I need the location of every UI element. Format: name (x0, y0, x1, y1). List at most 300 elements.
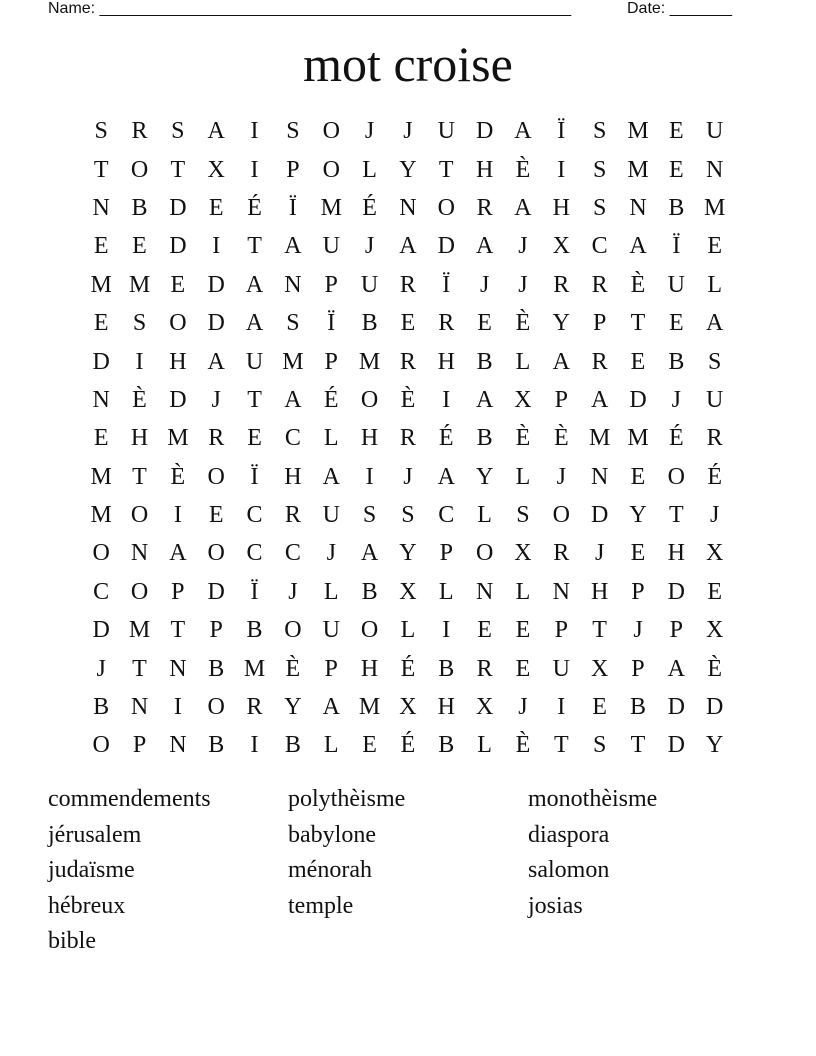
grid-letter[interactable]: A (360, 540, 379, 567)
grid-letter[interactable]: A (284, 386, 302, 413)
grid-letter[interactable]: S (516, 502, 530, 529)
grid-letter[interactable]: J (518, 271, 528, 298)
grid-letter[interactable]: Y (552, 310, 570, 337)
grid-letter[interactable]: H (130, 425, 149, 452)
grid-letter[interactable]: E (208, 502, 224, 529)
grid-letter[interactable]: H (437, 348, 455, 375)
grid-letter[interactable]: A (514, 194, 532, 221)
grid-letter[interactable]: È (515, 156, 531, 183)
word-list-item: temple (288, 892, 354, 919)
grid-letter[interactable]: D (169, 233, 187, 260)
grid-letter[interactable]: Y (706, 732, 724, 759)
grid-letter[interactable]: P (554, 617, 568, 644)
grid-letter[interactable]: J (594, 540, 605, 567)
grid-letter[interactable]: H (284, 463, 302, 490)
grid-letter[interactable]: N (552, 578, 570, 605)
grid-letter[interactable]: O (667, 463, 685, 490)
grid-letter[interactable]: C (591, 233, 608, 260)
grid-letter[interactable]: I (442, 386, 451, 413)
grid-letter[interactable]: T (592, 617, 607, 644)
grid-letter[interactable]: R (284, 502, 301, 529)
grid-letter[interactable]: O (130, 578, 149, 605)
grid-letter[interactable]: J (96, 655, 106, 682)
grid-letter[interactable]: J (403, 118, 413, 145)
grid-letter[interactable]: O (207, 540, 225, 567)
grid-letter[interactable]: Ï (327, 310, 336, 337)
grid-letter[interactable]: M (243, 655, 266, 682)
grid-letter[interactable]: T (553, 732, 569, 759)
grid-letter[interactable]: T (630, 732, 646, 759)
grid-letter[interactable]: R (438, 310, 455, 337)
grid-letter[interactable]: È (515, 425, 531, 452)
grid-letter[interactable]: O (92, 540, 110, 567)
name-field-label[interactable]: Name: _____________________________________________________ (48, 0, 572, 17)
grid-letter[interactable]: R (706, 425, 723, 452)
grid-letter[interactable]: I (173, 694, 182, 721)
grid-letter[interactable]: O (92, 732, 110, 759)
word-list-item: jérusalem (48, 821, 142, 848)
grid-row (82, 573, 734, 611)
grid-letter[interactable]: P (171, 578, 185, 605)
grid-letter[interactable]: N (130, 694, 149, 721)
grid-letter[interactable]: M (282, 348, 304, 375)
grid-letter[interactable]: T (93, 156, 109, 183)
grid-letter[interactable]: R (399, 271, 416, 298)
grid-letter[interactable]: S (592, 194, 607, 221)
grid-letter[interactable]: J (403, 463, 413, 490)
grid-letter[interactable]: S (94, 118, 108, 145)
grid-letter[interactable]: J (633, 617, 643, 644)
grid-letter[interactable]: H (360, 655, 379, 682)
grid-letter[interactable]: N (629, 194, 647, 221)
grid-letter[interactable]: C (284, 540, 301, 567)
grid-letter[interactable]: L (323, 425, 339, 452)
grid-letter[interactable]: L (400, 617, 416, 644)
grid-letter[interactable]: A (706, 310, 724, 337)
grid-letter[interactable]: D (169, 194, 187, 221)
grid-letter[interactable]: E (93, 310, 109, 337)
grid-letter[interactable]: A (475, 233, 494, 260)
grid-letter[interactable]: E (93, 425, 109, 452)
grid-letter[interactable]: É (668, 425, 684, 452)
grid-letter[interactable]: I (557, 156, 566, 183)
grid-letter[interactable]: R (476, 194, 493, 221)
grid-letter[interactable]: N (130, 540, 149, 567)
grid-letter[interactable]: O (360, 386, 379, 413)
grid-letter[interactable]: A (629, 233, 647, 260)
grid-letter[interactable]: I (173, 502, 182, 529)
grid-letter[interactable]: A (245, 271, 264, 298)
grid-letter[interactable]: O (284, 617, 302, 644)
grid-letter[interactable]: U (437, 118, 455, 145)
grid-letter[interactable]: B (246, 617, 263, 644)
grid-letter[interactable]: O (322, 156, 340, 183)
grid-letter[interactable]: É (247, 194, 262, 221)
grid-letter[interactable]: B (438, 655, 455, 682)
date-field-label[interactable]: Date: _______ (627, 0, 732, 17)
grid-letter[interactable]: J (671, 386, 681, 413)
grid-letter[interactable]: C (246, 540, 263, 567)
grid-letter[interactable]: T (170, 617, 186, 644)
grid-letter[interactable]: B (208, 655, 225, 682)
grid-letter[interactable]: È (707, 655, 722, 682)
grid-letter[interactable]: Y (475, 463, 494, 490)
grid-letter[interactable]: N (169, 732, 187, 759)
grid-letter[interactable]: L (515, 348, 531, 375)
grid-letter[interactable]: Ï (250, 463, 259, 490)
grid-letter[interactable]: È (630, 271, 646, 298)
grid-letter[interactable]: B (668, 194, 685, 221)
grid-letter[interactable]: T (438, 156, 454, 183)
grid-letter[interactable]: P (286, 156, 300, 183)
grid-letter[interactable]: C (246, 502, 263, 529)
grid-letter[interactable]: I (250, 732, 259, 759)
grid-letter[interactable]: E (515, 617, 531, 644)
word-list (48, 782, 768, 960)
grid-letter[interactable]: M (167, 425, 189, 452)
grid-letter[interactable]: M (320, 194, 342, 221)
grid-letter[interactable]: M (627, 156, 649, 183)
grid-letter[interactable]: I (250, 118, 259, 145)
grid-letter[interactable]: S (132, 310, 147, 337)
grid-letter[interactable]: A (399, 233, 417, 260)
grid-letter[interactable]: I (442, 617, 451, 644)
grid-letter[interactable]: P (631, 578, 645, 605)
grid-letter[interactable]: T (170, 156, 186, 183)
grid-letter[interactable]: B (93, 694, 110, 721)
grid-letter[interactable]: U (322, 617, 340, 644)
grid-letter[interactable]: D (590, 502, 609, 529)
grid-letter[interactable]: M (90, 502, 112, 529)
grid-letter[interactable]: P (132, 732, 147, 759)
grid-letter[interactable]: S (401, 502, 415, 529)
grid-letter[interactable]: N (590, 463, 609, 490)
grid-letter[interactable]: P (324, 655, 338, 682)
grid-letter[interactable]: M (128, 271, 151, 298)
grid-letter[interactable]: E (668, 310, 684, 337)
grid-letter[interactable]: X (552, 233, 570, 260)
grid-letter[interactable]: D (629, 386, 647, 413)
grid-letter[interactable]: A (514, 118, 532, 145)
grid-letter[interactable]: A (169, 540, 187, 567)
grid-letter[interactable]: S (592, 156, 607, 183)
grid-letter[interactable]: B (208, 732, 225, 759)
grid-letter[interactable]: E (668, 118, 684, 145)
grid-letter[interactable]: È (170, 463, 186, 490)
grid-letter[interactable]: É (323, 386, 339, 413)
grid-letter[interactable]: A (667, 655, 685, 682)
grid-letter[interactable]: N (475, 578, 494, 605)
grid-letter[interactable]: A (284, 233, 302, 260)
grid-letter[interactable]: É (438, 425, 454, 452)
grid-letter[interactable]: Ï (250, 578, 259, 605)
grid-letter[interactable]: J (288, 578, 298, 605)
grid-letter[interactable]: J (556, 463, 566, 490)
grid-letter[interactable]: R (476, 655, 493, 682)
grid-letter[interactable]: A (475, 386, 494, 413)
grid-letter[interactable]: N (399, 194, 417, 221)
grid-letter[interactable]: T (630, 310, 646, 337)
grid-letter[interactable]: R (131, 118, 148, 145)
grid-letter[interactable]: B (476, 425, 493, 452)
grid-letter[interactable]: X (399, 694, 417, 721)
grid-letter[interactable]: R (553, 540, 570, 567)
grid-letter[interactable]: D (92, 348, 110, 375)
grid-row (82, 150, 734, 188)
grid-letter[interactable]: E (515, 655, 531, 682)
grid-letter[interactable]: R (553, 271, 570, 298)
grid-letter[interactable]: È (515, 310, 531, 337)
grid-letter[interactable]: H (552, 194, 570, 221)
grid-letter[interactable]: X (475, 694, 494, 721)
grid-letter[interactable]: E (132, 233, 147, 260)
grid-letter[interactable]: I (365, 463, 374, 490)
grid-letter[interactable]: C (284, 425, 301, 452)
grid-letter[interactable]: O (552, 502, 570, 529)
grid-letter[interactable]: L (323, 732, 339, 759)
grid-letter[interactable]: N (284, 271, 302, 298)
grid-letter[interactable]: I (212, 233, 221, 260)
grid-letter[interactable]: H (667, 540, 685, 567)
grid-letter[interactable]: E (362, 732, 377, 759)
grid-letter[interactable]: È (553, 425, 569, 452)
grid-letter[interactable]: È (285, 655, 301, 682)
grid-letter[interactable]: E (93, 233, 109, 260)
grid-letter[interactable]: B (361, 578, 378, 605)
grid-letter[interactable]: D (207, 310, 225, 337)
grid-letter[interactable]: D (667, 732, 685, 759)
grid-letter[interactable]: R (399, 425, 416, 452)
grid-letter[interactable]: E (668, 156, 684, 183)
grid-letter[interactable]: L (362, 156, 377, 183)
grid-letter[interactable]: N (92, 194, 110, 221)
grid-letter[interactable]: S (286, 118, 300, 145)
grid-letter[interactable]: B (131, 194, 148, 221)
grid-letter[interactable]: M (90, 463, 112, 490)
grid-letter[interactable]: X (706, 540, 724, 567)
grid-letter[interactable]: Ï (672, 233, 681, 260)
grid-letter[interactable]: Y (284, 694, 302, 721)
word-list-item: hébreux (48, 892, 126, 919)
grid-letter[interactable]: T (132, 463, 147, 490)
grid-letter[interactable]: S (362, 502, 377, 529)
grid-letter[interactable]: O (437, 194, 455, 221)
grid-letter[interactable]: L (477, 732, 492, 759)
grid-letter[interactable]: D (667, 578, 685, 605)
grid-letter[interactable]: R (399, 348, 416, 375)
grid-letter[interactable]: U (360, 271, 379, 298)
grid-letter[interactable]: J (518, 694, 528, 721)
grid-letter[interactable]: I (250, 156, 259, 183)
grid-letter[interactable]: E (477, 310, 492, 337)
grid-letter[interactable]: È (400, 386, 416, 413)
grid-letter[interactable]: R (208, 425, 225, 452)
grid-letter[interactable]: M (358, 694, 381, 721)
grid-letter[interactable]: T (132, 655, 147, 682)
grid-letter[interactable]: B (629, 694, 646, 721)
grid-letter[interactable]: C (438, 502, 455, 529)
grid-letter[interactable]: U (552, 655, 570, 682)
grid-letter[interactable]: M (128, 617, 151, 644)
grid-letter[interactable]: D (437, 233, 455, 260)
grid-letter[interactable]: B (476, 348, 493, 375)
grid-letter[interactable]: N (706, 156, 724, 183)
grid-letter[interactable]: R (591, 348, 608, 375)
grid-letter[interactable]: J (479, 271, 490, 298)
grid-letter[interactable]: E (630, 463, 646, 490)
grid-letter[interactable]: M (627, 425, 649, 452)
grid-letter[interactable]: U (322, 502, 340, 529)
grid-letter[interactable]: H (437, 694, 455, 721)
grid-letter[interactable]: É (707, 463, 722, 490)
grid-letter[interactable]: T (247, 386, 262, 413)
grid-letter[interactable]: D (207, 578, 225, 605)
grid-letter[interactable]: O (475, 540, 494, 567)
grid-letter[interactable]: Ï (288, 194, 297, 221)
grid-letter[interactable]: O (207, 694, 225, 721)
grid-letter[interactable]: B (438, 732, 455, 759)
grid-letter[interactable]: D (667, 694, 685, 721)
grid-letter[interactable]: M (588, 425, 611, 452)
grid-letter[interactable]: C (93, 578, 110, 605)
grid-letter[interactable]: J (364, 233, 375, 260)
grid-letter[interactable]: È (515, 732, 531, 759)
grid-letter[interactable]: J (710, 502, 720, 529)
grid-letter[interactable]: X (514, 386, 532, 413)
grid-letter[interactable]: H (590, 578, 609, 605)
grid-letter[interactable]: H (475, 156, 494, 183)
grid-letter[interactable]: E (630, 348, 646, 375)
grid-letter[interactable]: S (592, 732, 607, 759)
grid-letter[interactable]: P (209, 617, 223, 644)
grid-letter[interactable]: O (322, 118, 340, 145)
grid-letter[interactable]: E (707, 233, 722, 260)
grid-letter[interactable]: S (286, 310, 300, 337)
grid-letter[interactable]: D (169, 386, 187, 413)
grid-letter[interactable]: O (130, 502, 149, 529)
grid-letter[interactable]: Y (399, 156, 417, 183)
grid-letter[interactable]: E (400, 310, 416, 337)
grid-letter[interactable]: P (439, 540, 453, 567)
grid-letter[interactable]: N (169, 655, 187, 682)
grid-letter[interactable]: P (554, 386, 568, 413)
grid-letter[interactable]: O (169, 310, 187, 337)
grid-letter[interactable]: T (668, 502, 684, 529)
grid-letter[interactable]: B (284, 732, 301, 759)
grid-letter[interactable]: E (247, 425, 262, 452)
grid-letter[interactable]: S (707, 348, 722, 375)
grid-letter[interactable]: X (207, 156, 225, 183)
grid-letter[interactable]: B (361, 310, 378, 337)
grid-letter[interactable]: M (90, 271, 112, 298)
grid-letter[interactable]: A (245, 310, 264, 337)
grid-letter[interactable]: J (211, 386, 221, 413)
grid-letter[interactable]: M (704, 194, 726, 221)
grid-letter[interactable]: O (360, 617, 379, 644)
grid-letter[interactable]: L (438, 578, 454, 605)
grid-letter[interactable]: S (171, 118, 185, 145)
grid-letter[interactable]: M (358, 348, 381, 375)
grid-letter[interactable]: Ï (557, 118, 566, 145)
grid-letter[interactable]: U (245, 348, 264, 375)
grid-letter[interactable]: U (706, 118, 724, 145)
grid-letter[interactable]: U (322, 233, 340, 260)
grid-letter[interactable]: E (630, 540, 646, 567)
grid-letter[interactable]: L (477, 502, 492, 529)
grid-letter[interactable]: D (207, 271, 225, 298)
grid-letter[interactable]: O (207, 463, 225, 490)
grid-letter[interactable]: N (92, 386, 110, 413)
grid-letter[interactable]: I (557, 694, 566, 721)
grid-letter[interactable]: O (130, 156, 149, 183)
grid-letter[interactable]: X (590, 655, 609, 682)
grid-letter[interactable]: T (247, 233, 262, 260)
grid-letter[interactable]: A (552, 348, 570, 375)
grid-letter[interactable]: É (400, 655, 416, 682)
grid-letter[interactable]: L (707, 271, 722, 298)
grid-letter[interactable]: P (324, 271, 338, 298)
grid-letter[interactable]: J (326, 540, 336, 567)
grid-letter[interactable]: É (362, 194, 377, 221)
grid-letter[interactable]: D (706, 694, 724, 721)
grid-letter[interactable]: U (667, 271, 685, 298)
grid-letter[interactable]: È (132, 386, 147, 413)
grid-letter[interactable]: P (631, 655, 645, 682)
grid-letter[interactable]: L (515, 578, 531, 605)
grid-letter[interactable]: Y (399, 540, 417, 567)
grid-letter[interactable]: J (518, 233, 528, 260)
grid-letter[interactable]: P (324, 348, 338, 375)
grid-letter[interactable]: D (475, 118, 494, 145)
grid-letter[interactable]: E (208, 194, 224, 221)
grid-letter[interactable]: Ï (442, 271, 451, 298)
grid-letter[interactable]: U (706, 386, 724, 413)
grid-letter[interactable]: A (322, 694, 340, 721)
grid-letter[interactable]: H (169, 348, 187, 375)
grid-letter[interactable]: B (668, 348, 685, 375)
grid-letter[interactable]: X (399, 578, 417, 605)
grid-letter[interactable]: A (207, 118, 225, 145)
grid-letter[interactable]: E (592, 694, 607, 721)
grid-letter[interactable]: S (592, 118, 607, 145)
grid-letter[interactable]: P (592, 310, 607, 337)
grid-letter[interactable]: A (322, 463, 340, 490)
word-list-item: salomon (528, 857, 610, 883)
grid-letter[interactable]: P (669, 617, 683, 644)
grid-letter[interactable]: É (400, 732, 416, 759)
grid-letter[interactable]: D (92, 617, 110, 644)
grid-letter[interactable]: H (360, 425, 379, 452)
grid-letter[interactable]: A (207, 348, 225, 375)
grid-letter[interactable]: R (591, 271, 608, 298)
grid-letter[interactable]: A (590, 386, 609, 413)
grid-letter[interactable]: L (515, 463, 531, 490)
grid-letter[interactable]: Y (629, 502, 647, 529)
grid-letter[interactable]: J (364, 118, 375, 145)
grid-letter[interactable]: X (514, 540, 532, 567)
grid-letter[interactable]: E (477, 617, 492, 644)
grid-letter[interactable]: X (706, 617, 724, 644)
word-list-item: polythèisme (288, 786, 406, 812)
word-list-item: diaspora (528, 821, 610, 848)
grid-letter[interactable]: E (170, 271, 186, 298)
grid-letter[interactable]: M (627, 118, 649, 145)
grid-letter[interactable]: E (707, 578, 722, 605)
grid-letter[interactable]: I (135, 348, 144, 375)
grid-letter[interactable]: A (437, 463, 455, 490)
grid-letter[interactable]: R (246, 694, 263, 721)
grid-letter[interactable]: L (323, 578, 339, 605)
